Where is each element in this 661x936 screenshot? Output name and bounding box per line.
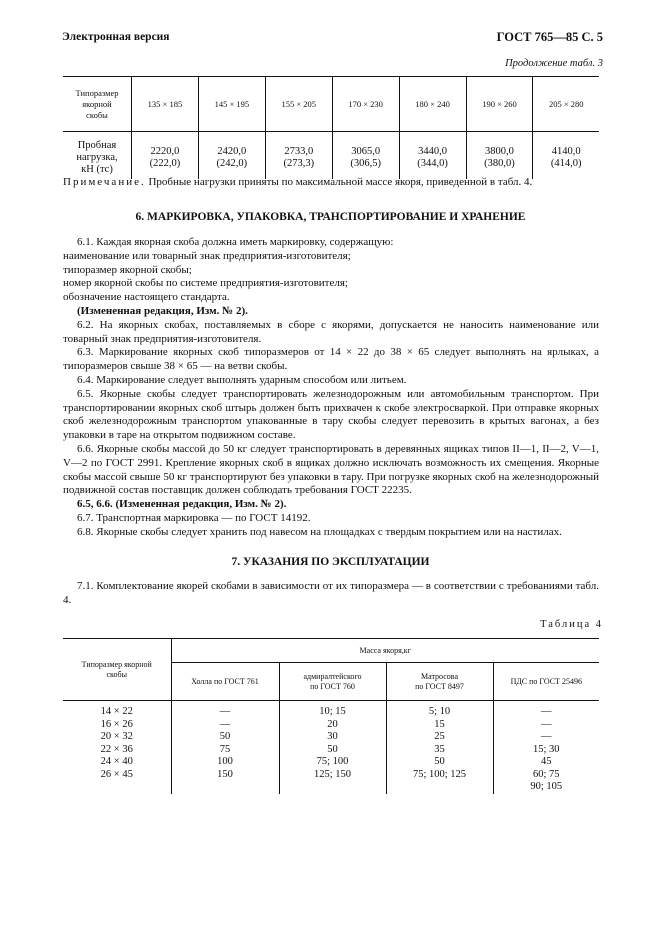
table-4-cell bbox=[386, 781, 493, 794]
stub-line: Типоразмер bbox=[75, 87, 119, 98]
value-tc: (344,0) bbox=[417, 158, 448, 169]
table-3-row bbox=[63, 132, 599, 180]
table-3-cell bbox=[198, 132, 265, 180]
table-4-size-cell: 20 × 32 bbox=[100, 731, 133, 742]
section-6-body bbox=[63, 236, 599, 540]
paragraph-6-7: 6.7. Транспортная маркировка — по ГОСТ 14192. bbox=[77, 511, 311, 524]
table-4-cell: 45 bbox=[493, 756, 599, 769]
table-3-col-header: 170 × 230 bbox=[332, 77, 399, 132]
table-3-col-header: 155 × 205 bbox=[265, 77, 332, 132]
table-4-cell: 75; 100; 125 bbox=[386, 769, 493, 782]
table-4-cell: 125; 150 bbox=[279, 769, 386, 782]
table-4-stub-header bbox=[63, 639, 171, 701]
table-4-cell: — bbox=[171, 719, 279, 732]
value-kn: 3440,0 bbox=[418, 146, 448, 157]
paragraph-6-6: 6.6. Якорные скобы массой до 50 кг следует транспортировать в деревянных ящиках типов II—1, II—2, V—1, V—2 по ГОСТ 2991. Крепление якорных скоб в ящиках должно исключать возможность их смещения. Якорные скобы массой свыше 50 кг транспортируют без упаковки в тару. При погрузке якорных скоб на железнодорожный подвижной состав поставщик должен соблюдать требования ГОСТ 22235. bbox=[63, 442, 599, 497]
table-4-col-header bbox=[386, 663, 493, 701]
stub-line: Типоразмер якорной bbox=[81, 659, 152, 669]
col-header-line: по ГОСТ 760 bbox=[310, 681, 355, 691]
table-4-cell: 15 bbox=[386, 719, 493, 732]
table-4-cell: 15; 30 bbox=[493, 744, 599, 757]
table-continuation-label: Продолжение табл. 3 bbox=[505, 58, 603, 69]
section-7-title: 7. УКАЗАНИЯ ПО ЭКСПЛУАТАЦИИ bbox=[231, 556, 430, 568]
paragraph-6-8: 6.8. Якорные скобы следует хранить под навесом на площадках с твердым покрытием или на настилах. bbox=[77, 525, 562, 538]
table-4-cell: 75 bbox=[171, 744, 279, 757]
paragraph-6-5: 6.5. Якорные скобы следует транспортировать железнодорожным или автомобильным транспортом. При транспортировании якорных скоб штырь должен быть прихвачен к скобе электросваркой. При отправке якорных скоб железнодорожным транспортом упакованные в тару скобы следует перевозить в крытых вагонах, а без упаковки в таре на открытом подвижном составе. bbox=[63, 387, 599, 442]
table-4-row bbox=[63, 781, 599, 794]
amendment-note: (Измененная редакция, Изм. № 2). bbox=[77, 304, 248, 317]
row-label-line: нагрузка, bbox=[76, 152, 118, 163]
marking-list-item: обозначение настоящего стандарта. bbox=[63, 291, 230, 304]
row-label-line: Пробная bbox=[77, 140, 117, 151]
table-3-stub-header bbox=[63, 77, 132, 132]
table-4-size-cell: 22 × 36 bbox=[100, 743, 133, 755]
table-4-cell: 10; 15 bbox=[279, 701, 386, 719]
stub-line: якорной bbox=[82, 98, 112, 109]
value-kn: 3800,0 bbox=[485, 146, 514, 157]
table-3 bbox=[63, 76, 599, 179]
header-right: ГОСТ 765—85 С. 5 bbox=[496, 30, 603, 44]
table-4-header-row bbox=[63, 639, 599, 663]
table-note bbox=[63, 176, 532, 188]
table-4-cell: 75; 100 bbox=[279, 756, 386, 769]
col-header-line: адмиралтейского bbox=[303, 671, 362, 681]
section-6-title: 6. МАРКИРОВКА, УПАКОВКА, ТРАНСПОРТИРОВАНИЕ И ХРАНЕНИЕ bbox=[135, 211, 526, 223]
table-4-col-header bbox=[279, 663, 386, 701]
table-4-cell: 150 bbox=[171, 769, 279, 782]
table-3-cell bbox=[399, 132, 466, 180]
table-4-cell: — bbox=[493, 701, 599, 719]
value-kn: 2420,0 bbox=[217, 146, 247, 157]
table-4-group-header: Масса якоря,кг bbox=[171, 639, 599, 663]
table-4-row bbox=[63, 719, 599, 732]
table-4-col-header: Холла по ГОСТ 761 bbox=[171, 663, 279, 701]
value-tc: (306,5) bbox=[350, 158, 381, 169]
table-3-cell bbox=[533, 132, 599, 180]
value-kn: 4140,0 bbox=[551, 146, 581, 157]
value-kn: 2220,0 bbox=[150, 146, 180, 157]
table-4-cell: 50 bbox=[171, 731, 279, 744]
table-4-cell: 50 bbox=[279, 744, 386, 757]
table-3-col-header: 205 × 280 bbox=[533, 77, 599, 132]
table-4-cell: 5; 10 bbox=[386, 701, 493, 719]
table-4-cell: 50 bbox=[386, 756, 493, 769]
table-4-cell: — bbox=[493, 719, 599, 732]
table-4-cell: 35 bbox=[386, 744, 493, 757]
table-4-cell: 25 bbox=[386, 731, 493, 744]
table-3-cell bbox=[466, 132, 533, 180]
table-3-col-header: 180 × 240 bbox=[399, 77, 466, 132]
row-label-line: кН (тс) bbox=[81, 164, 113, 175]
note-text: Пробные нагрузки приняты по максимальной массе якоря, приведенной в табл. 4. bbox=[145, 176, 533, 188]
table-4-cell: 90; 105 bbox=[493, 781, 599, 794]
amendment-note: 6.5, 6.6. (Измененная редакция, Изм. № 2). bbox=[77, 498, 287, 511]
paragraph-6-3: 6.3. Маркирование якорных скоб типоразмеров от 14 × 22 до 38 × 65 следует выполнять на ярлыках, а типоразмеров свыше 38 × 65 — на ветви скобы. bbox=[63, 346, 599, 373]
table-3-col-header: 190 × 260 bbox=[466, 77, 533, 132]
table-4 bbox=[63, 638, 599, 794]
table-4-cell bbox=[279, 781, 386, 794]
table-4-row bbox=[63, 731, 599, 744]
table-3-cell bbox=[265, 132, 332, 180]
table-4-cell bbox=[171, 781, 279, 794]
table-4-row bbox=[63, 744, 599, 757]
table-4-size-cell: 26 × 45 bbox=[100, 768, 133, 780]
table-4-size-cell: 16 × 26 bbox=[100, 718, 133, 730]
table-4-cell: 60; 75 bbox=[493, 769, 599, 782]
col-header-line: Матросова bbox=[420, 671, 459, 681]
table-4-size-cell: 24 × 40 bbox=[100, 756, 133, 767]
table-4-size-cell bbox=[63, 781, 171, 794]
paragraph-6-4: 6.4. Маркирование следует выполнять ударным способом или литьем. bbox=[77, 373, 407, 386]
table-3-col-header: 145 × 195 bbox=[198, 77, 265, 132]
marking-list-item: наименование или товарный знак предприятия-изготовителя; bbox=[63, 249, 351, 262]
table-3-header-row bbox=[63, 77, 599, 132]
paragraph-7-1: 7.1. Комплектование якорей скобами в зависимости от их типоразмера — в соответствии с требованиями табл. 4. bbox=[63, 580, 599, 606]
value-tc: (242,0) bbox=[216, 158, 248, 169]
table-3-col-header: 135 × 185 bbox=[132, 77, 199, 132]
value-kn: 2733,0 bbox=[284, 146, 314, 157]
col-header-line: по ГОСТ 8497 bbox=[415, 681, 464, 691]
table-4-size-cell: 14 × 22 bbox=[100, 706, 133, 717]
table-4-row bbox=[63, 701, 599, 719]
stub-line: скобы bbox=[86, 109, 108, 120]
section-7-body bbox=[63, 580, 599, 608]
table-4-cell: — bbox=[493, 731, 599, 744]
table-4-cell: — bbox=[171, 701, 279, 719]
table-4-cell: 20 bbox=[279, 719, 386, 732]
note-prefix: Примечание. bbox=[63, 176, 146, 188]
marking-list-item: типоразмер якорной скобы; bbox=[63, 263, 192, 276]
value-tc: (414,0) bbox=[550, 158, 582, 169]
table-4-cell: 30 bbox=[279, 731, 386, 744]
value-tc: (380,0) bbox=[484, 158, 515, 169]
value-tc: (222,0) bbox=[149, 158, 181, 169]
table-4-label: Таблица 4 bbox=[540, 619, 603, 630]
header-left: Электронная версия bbox=[62, 31, 170, 43]
table-4-cell: 100 bbox=[171, 756, 279, 769]
table-4-row bbox=[63, 756, 599, 769]
marking-list-item: номер якорной скобы по системе предприятия-изготовителя; bbox=[63, 277, 348, 290]
table-4-col-header: ПДС по ГОСТ 25496 bbox=[493, 663, 599, 701]
stub-line: скобы bbox=[106, 669, 127, 679]
paragraph-6-1: 6.1. Каждая якорная скоба должна иметь маркировку, содержащую: bbox=[77, 236, 394, 248]
value-kn: 3065,0 bbox=[351, 146, 381, 157]
table-4-row bbox=[63, 769, 599, 782]
value-tc: (273,3) bbox=[283, 158, 315, 169]
table-3-cell bbox=[332, 132, 399, 180]
table-3-row-label bbox=[63, 132, 132, 180]
paragraph-6-2: 6.2. На якорных скобах, поставляемых в сборе с якорями, допускается не наносить наименование или товарный знак предприятия-изготовителя. bbox=[63, 318, 599, 345]
table-3-cell bbox=[132, 132, 199, 180]
